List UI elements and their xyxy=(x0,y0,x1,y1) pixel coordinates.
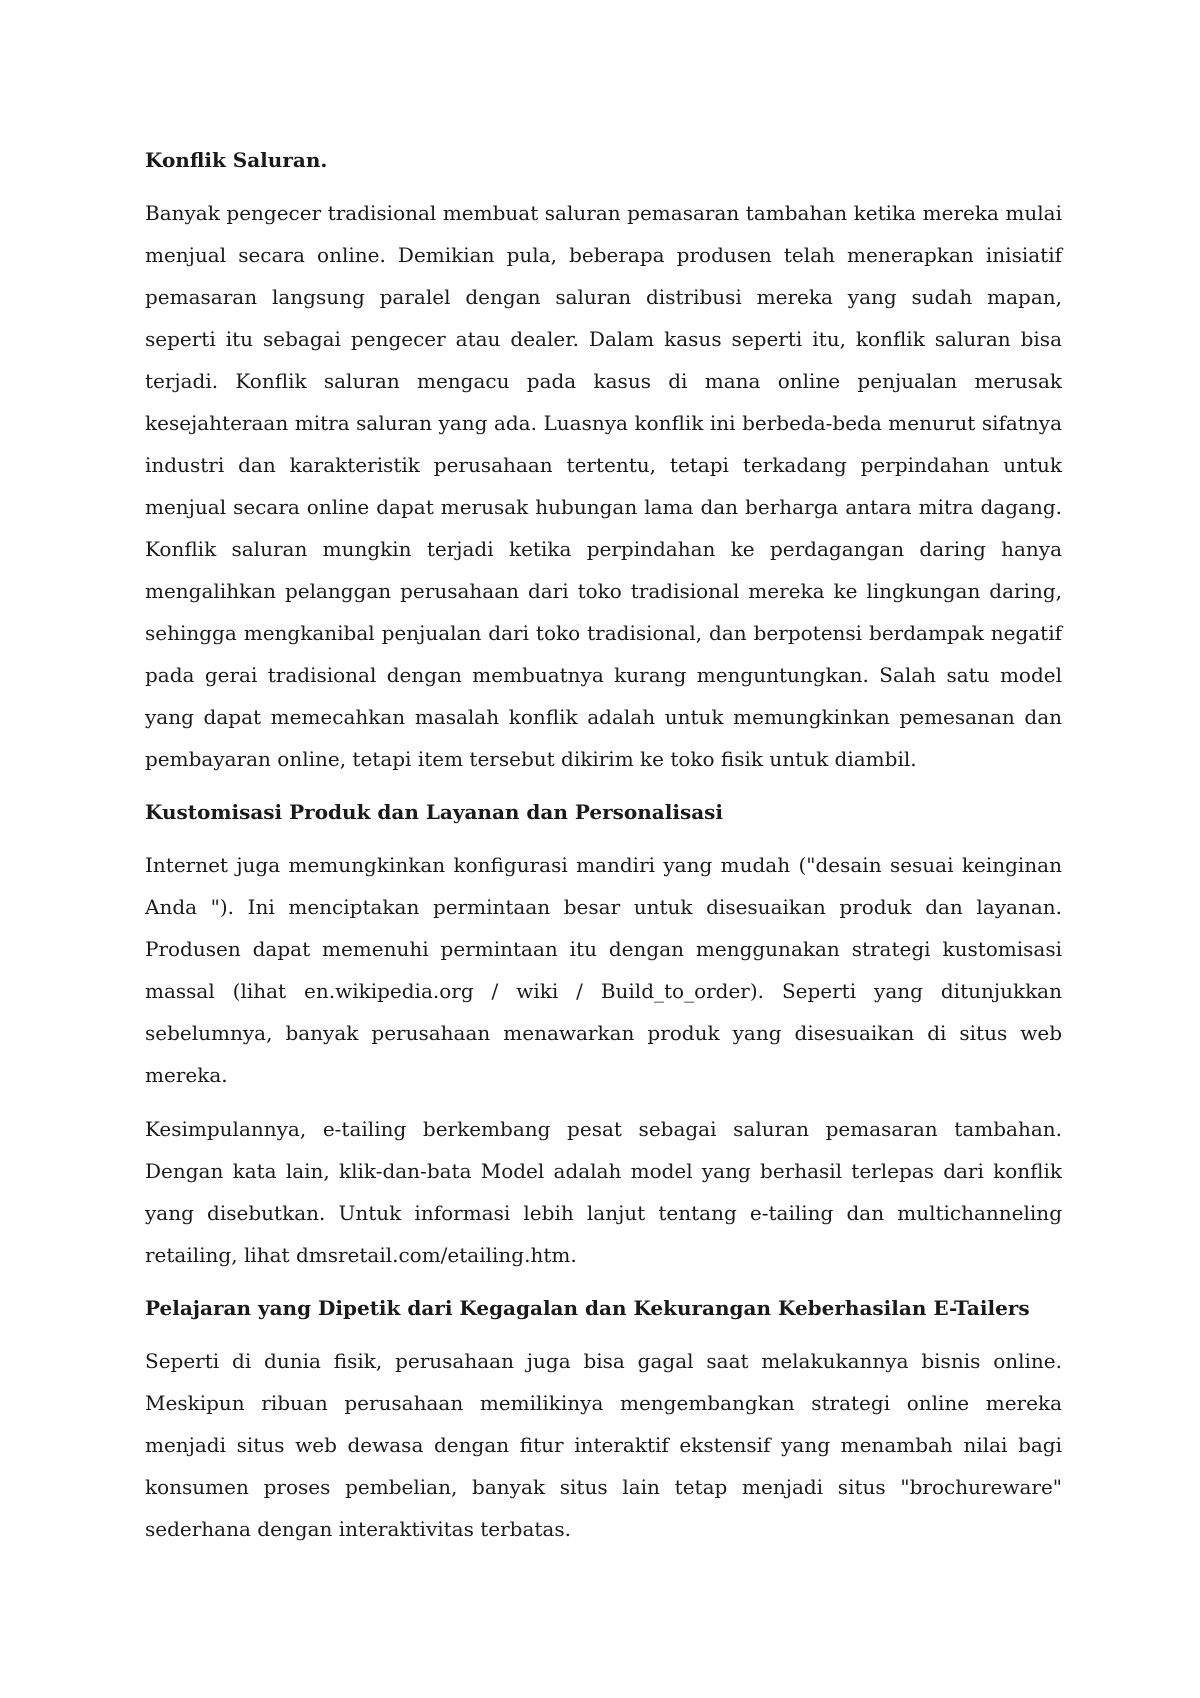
section-pelajaran xyxy=(145,1288,1062,1550)
paragraph: Seperti di dunia fisik, perusahaan juga bisa gagal saat melakukannya bisnis online. Meskipun ribuan perusahaan memilikinya mengembangkan strategi online mereka menjadi situs web dewasa dengan fitur interaktif ekstensif yang menambah nilai bagi konsumen proses pembelian, banyak situs lain tetap menjadi situs "brochureware" sederhana dengan interaktivitas terbatas. xyxy=(145,1349,1062,1541)
document-page xyxy=(145,140,1062,1562)
paragraph: Kesimpulannya, e-tailing berkembang pesat sebagai saluran pemasaran tambahan. Dengan kata lain, klik-dan-bata Model adalah model yang berhasil terlepas dari konflik yang disebutkan. Untuk informasi lebih lanjut tentang e-tailing dan multichanneling retailing, lihat dmsretail.com/etailing.htm. xyxy=(145,1117,1062,1267)
paragraph: Banyak pengecer tradisional membuat saluran pemasaran tambahan ketika mereka mulai menjual secara online. Demikian pula, beberapa produsen telah menerapkan inisiatif pemasaran langsung paralel dengan saluran distribusi mereka yang sudah mapan, seperti itu sebagai pengecer atau dealer. Dalam kasus seperti itu, konflik saluran bisa terjadi. Konflik saluran mengacu pada kasus di mana online penjualan merusak kesejahteraan mitra saluran yang ada. Luasnya konflik ini berbeda-beda menurut sifatnya industri dan karakteristik perusahaan tertentu, tetapi terkadang perpindahan untuk menjual secara online dapat merusak hubungan lama dan berharga antara mitra dagang. Konflik saluran mungkin terjadi ketika perpindahan ke perdagangan daring hanya mengalihkan pelanggan perusahaan dari toko tradisional mereka ke lingkungan daring, sehingga mengkanibal penjualan dari toko tradisional, dan berpotensi berdampak negatif pada gerai tradisional dengan membuatnya kurang menguntungkan. Salah satu model yang dapat memecahkan masalah konflik adalah untuk memungkinkan pemesanan dan pembayaran online, tetapi item tersebut dikirim ke toko fisik untuk diambil. xyxy=(145,201,1062,771)
section-heading: Kustomisasi Produk dan Layanan dan Personalisasi xyxy=(145,800,724,824)
paragraph: Internet juga memungkinkan konfigurasi mandiri yang mudah ("desain sesuai keinginan Anda "). Ini menciptakan permintaan besar untuk disesuaikan produk dan layanan. Produsen dapat memenuhi permintaan itu dengan menggunakan strategi kustomisasi massal (lihat en.wikipedia.org / wiki / Build_to_order). Seperti yang ditunjukkan sebelumnya, banyak perusahaan menawarkan produk yang disesuaikan di situs web mereka. xyxy=(145,853,1062,1087)
section-heading: Konflik Saluran. xyxy=(145,148,328,172)
section-konflik-saluran xyxy=(145,140,1062,780)
section-kustomisasi xyxy=(145,792,1062,1276)
section-heading: Pelajaran yang Dipetik dari Kegagalan dan Kekurangan Keberhasilan E-Tailers xyxy=(145,1296,1030,1320)
